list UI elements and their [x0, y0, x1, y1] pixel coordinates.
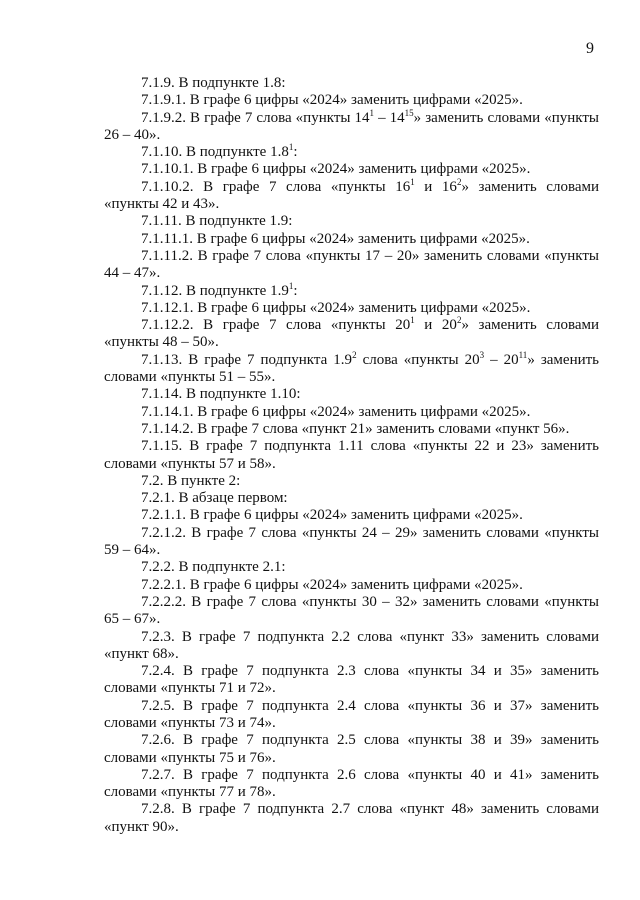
paragraph-text: 7.1.14.2. В графе 7 слова «пункт 21» заменить словами «пункт 56». — [141, 420, 570, 437]
superscript: 1 — [369, 107, 375, 118]
paragraph-text: 7.1.12. В подпункте 1.9 — [141, 282, 289, 299]
paragraph — [104, 438, 599, 473]
superscript: 2 — [456, 315, 462, 326]
paragraph — [104, 161, 599, 178]
paragraph-text: 7.1.14.1. В графе 6 цифры «2024» заменить цифрами «2025». — [141, 403, 531, 420]
paragraph-text: 7.1.12.2. В графе 7 слова «пункты 20 — [141, 317, 411, 334]
paragraph — [104, 577, 599, 594]
paragraph — [104, 698, 599, 733]
paragraph — [104, 300, 599, 317]
superscript: 15 — [404, 107, 414, 118]
paragraph-text: » заменить словами «пункты 26 – 40». — [104, 109, 600, 143]
paragraph — [104, 473, 599, 490]
paragraph-text: 7.1.11.1. В графе 6 цифры «2024» заменить цифрами «2025». — [141, 230, 530, 247]
paragraph-text: и 16 — [414, 178, 457, 195]
document-body — [104, 75, 599, 836]
paragraph-text: » заменить словами «пункты 42 и 43». — [104, 178, 600, 213]
paragraph-text: 7.2.3. В графе 7 подпункта 2.2 слова «пункт 33» заменить словами «пункт 68». — [104, 628, 599, 662]
superscript: 1 — [288, 280, 294, 291]
paragraph-text: 7.1.9.2. В графе 7 слова «пункты 14 — [141, 109, 370, 126]
paragraph — [104, 317, 599, 352]
paragraph-text: 7.1.10.2. В графе 7 слова «пункты 16 — [141, 178, 411, 195]
paragraph-text: – 14 — [374, 109, 405, 126]
paragraph-text: 7.2.7. В графе 7 подпункта 2.6 слова «пункты 40 и 41» заменить словами «пункты 77 и 78». — [104, 766, 599, 801]
paragraph — [104, 386, 599, 403]
paragraph — [104, 176, 600, 214]
paragraph — [104, 107, 600, 145]
page-number: 9 — [586, 40, 594, 57]
paragraph-text: 7.1.15. В графе 7 подпункта 1.11 слова «пункты 22 и 23» заменить словами «пункты 57 и 58». — [104, 438, 599, 472]
paragraph — [104, 144, 599, 161]
superscript: 1 — [288, 142, 294, 153]
paragraph — [104, 663, 599, 698]
paragraph — [104, 525, 599, 560]
paragraph — [104, 421, 599, 438]
superscript: 2 — [456, 176, 462, 187]
paragraph — [104, 75, 599, 92]
paragraph-text: 7.2.2. В подпункте 2.1: — [141, 559, 286, 576]
paragraph — [104, 92, 599, 109]
paragraph-text: 7.1.11.2. В графе 7 слова «пункты 17 – 20» заменить словами «пункты 44 – 47». — [104, 247, 599, 282]
paragraph-text: 7.1.9.1. В графе 6 цифры «2024» заменить цифрами «2025». — [141, 92, 523, 109]
paragraph — [104, 231, 599, 248]
paragraph-text: 7.2.1.2. В графе 7 слова «пункты 24 – 29» заменить словами «пункты 59 – 64». — [104, 524, 599, 559]
paragraph-text: 7.2.8. В графе 7 подпункта 2.7 слова «пункт 48» заменить словами «пункт 90». — [104, 801, 599, 835]
paragraph-text: 7.1.10. В подпункте 1.8 — [141, 144, 289, 161]
paragraph — [104, 767, 599, 802]
paragraph — [104, 349, 600, 387]
paragraph-text: 7.2.1. В абзаце первом: — [141, 490, 288, 507]
paragraph — [104, 213, 599, 230]
paragraph — [104, 280, 599, 300]
paragraph — [104, 801, 599, 836]
superscript: 1 — [410, 315, 415, 326]
superscript: 1 — [410, 176, 415, 187]
paragraph — [104, 404, 599, 421]
paragraph — [104, 490, 599, 507]
paragraph-text: 7.1.10.1. В графе 6 цифры «2024» заменить цифрами «2025». — [141, 161, 531, 178]
superscript: 11 — [518, 349, 528, 360]
paragraph-text: 7.2.5. В графе 7 подпункта 2.4 слова «пункты 36 и 37» заменить словами «пункты 73 и 74». — [104, 697, 599, 731]
paragraph-text: : — [293, 144, 298, 161]
paragraph — [104, 559, 599, 576]
paragraph-text: 7.1.11. В подпункте 1.9: — [141, 213, 293, 230]
superscript: 3 — [479, 349, 485, 360]
paragraph — [104, 507, 599, 524]
paragraph-text: 7.2.6. В графе 7 подпункта 2.5 слова «пункты 38 и 39» заменить словами «пункты 75 и 76». — [104, 732, 599, 766]
paragraph-text: 7.1.12.1. В графе 6 цифры «2024» заменить цифрами «2025». — [141, 299, 531, 316]
paragraph-text: 7.2.4. В графе 7 подпункта 2.3 слова «пункты 34 и 35» заменить словами «пункты 71 и 72». — [104, 663, 599, 697]
paragraph-text: 7.2.1.1. В графе 6 цифры «2024» заменить цифрами «2025». — [141, 507, 523, 524]
paragraph — [104, 248, 599, 283]
superscript: 2 — [352, 349, 357, 360]
paragraph-text: – 20 — [484, 351, 519, 368]
paragraph — [104, 594, 599, 629]
paragraph-text: : — [293, 282, 298, 299]
paragraph — [104, 629, 599, 664]
paragraph — [104, 732, 599, 767]
paragraph-text: слова «пункты 20 — [356, 351, 480, 368]
paragraph-text: 7.2. В пункте 2: — [141, 472, 241, 489]
paragraph-text: и 20 — [414, 317, 457, 334]
paragraph-text: 7.2.2.2. В графе 7 слова «пункты 30 – 32» заменить словами «пункты 65 – 67». — [104, 593, 599, 628]
paragraph-text: 7.1.14. В подпункте 1.10: — [141, 386, 301, 403]
paragraph-text: 7.2.2.1. В графе 6 цифры «2024» заменить цифрами «2025». — [141, 576, 523, 593]
paragraph-text: 7.1.13. В графе 7 подпункта 1.9 — [141, 351, 353, 368]
paragraph-text: » заменить словами «пункты 48 – 50». — [104, 317, 600, 351]
paragraph-text: 7.1.9. В подпункте 1.8: — [141, 75, 286, 91]
paragraph-text: » заменить словами «пункты 51 – 55». — [104, 351, 600, 386]
